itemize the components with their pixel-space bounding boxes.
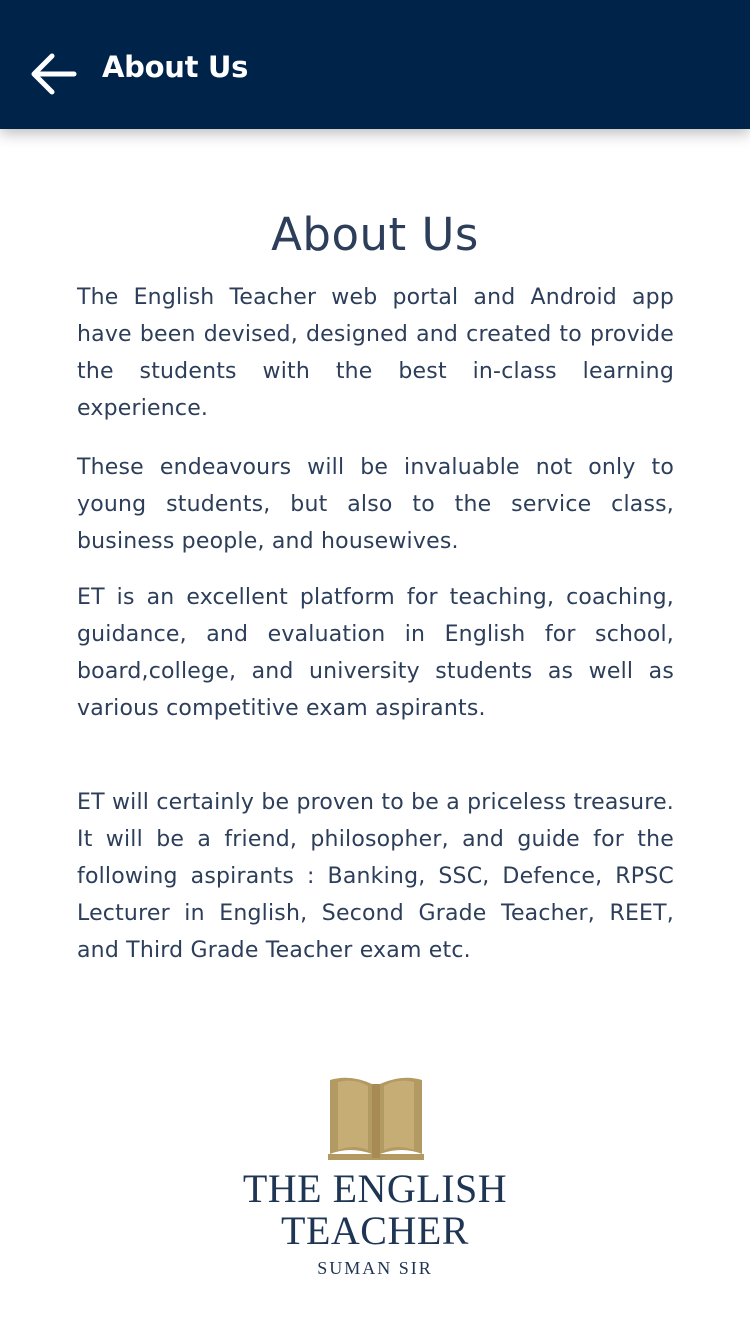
about-paragraph-2: These endeavours will be invaluable not only to young students, but also to the service class, business people, and housewives. (77, 455, 674, 554)
about-paragraph-1: The English Teacher web portal and Android app have been devised, designed and created to provide the students with the best in-class learning experience. (77, 285, 674, 421)
logo-text-line-1: THE ENGLISH (242, 1166, 508, 1211)
open-book-icon (200, 1072, 550, 1164)
app-bar-title: About Us (102, 50, 249, 84)
brand-logo (200, 1072, 550, 1287)
back-button[interactable] (22, 44, 86, 104)
about-paragraph-3: ET is an excellent platform for teaching, coaching, guidance, and evaluation in English for school, board,college, and university students as well as various competitive exam aspirants. (77, 585, 674, 721)
app-bar (0, 0, 750, 129)
logo-text-line-3: SUMAN SIR (317, 1258, 433, 1278)
page-title: About Us (271, 208, 479, 261)
arrow-left-icon (30, 52, 78, 96)
logo-text-line-2: TEACHER (281, 1208, 469, 1253)
about-paragraph-4: ET will certainly be proven to be a priceless treasure. It will be a friend, philosopher, and guide for the following aspirants : Banking, SSC, Defence, RPSC Lecturer in English, Second Grade Teacher, REET, and Third Grade Teacher exam etc. (77, 790, 674, 963)
